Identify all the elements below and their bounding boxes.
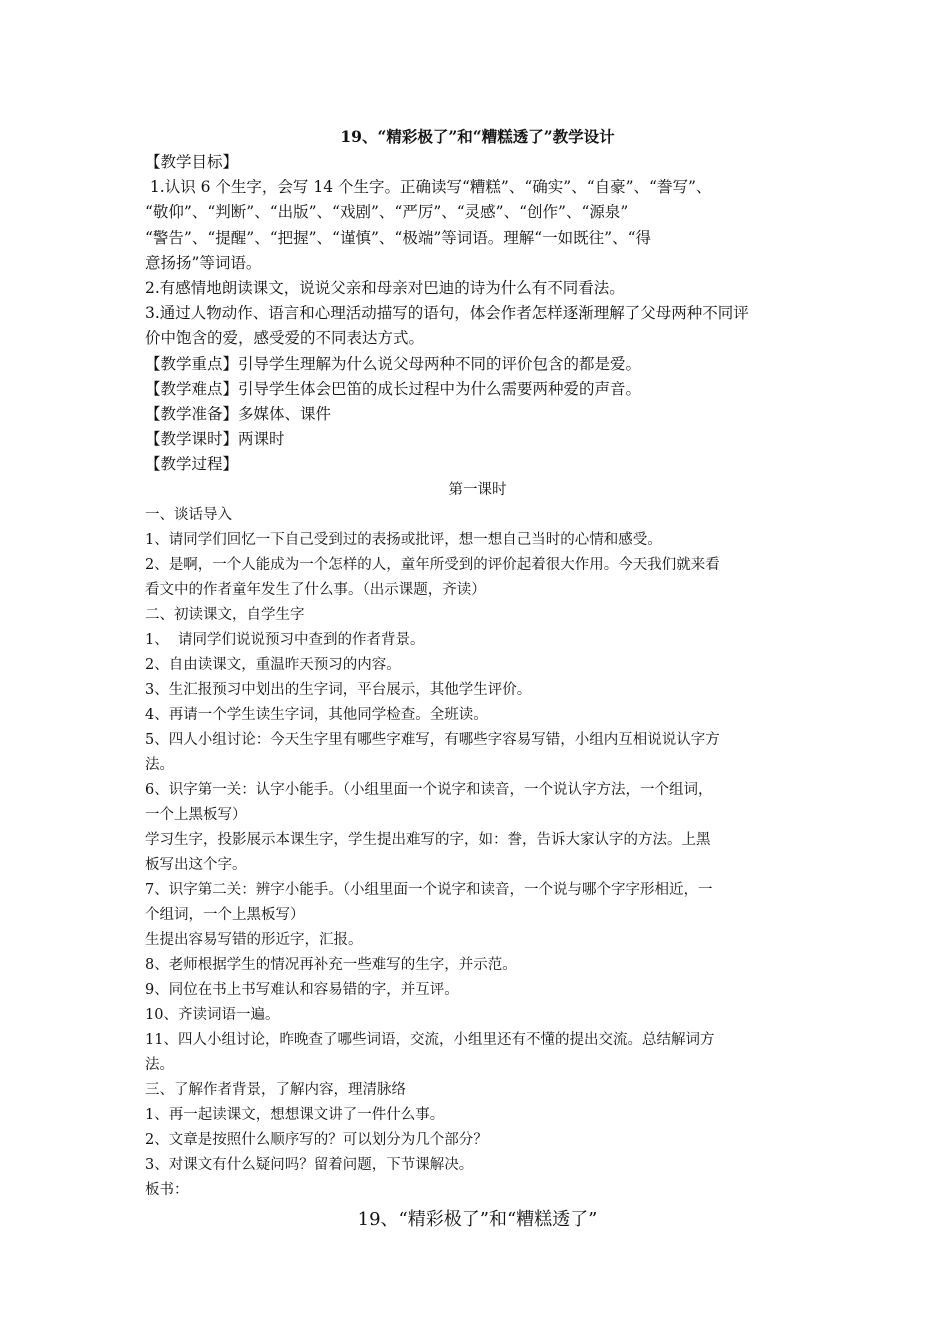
text-line: 10、齐读词语一遍。 [145, 1006, 280, 1023]
text-line: 板写出这个字。 [145, 856, 247, 873]
text-line: 11、四人小组讨论，昨晚查了哪些词语，交流，小组里还有不懂的提出交流。总结解词方 [145, 1031, 715, 1048]
text-line: 一个上黑板写） [145, 806, 247, 823]
text-line: 2、自由读课文，重温昨天预习的内容。 [145, 656, 401, 673]
text-line: 一、谈话导入 [145, 506, 232, 523]
text-line: 1、再一起读课文，想想课文讲了一件什么事。 [145, 1106, 445, 1123]
text-line: “警告”、“提醒”、“把握”、“谨慎”、“极端”等词语。理解“一如既往”、“得 [145, 228, 652, 247]
text-line: 【教学难点】引导学生体会巴笛的成长过程中为什么需要两种爱的声音。 [145, 379, 642, 398]
text-line: 2、文章是按照什么顺序写的？可以划分为几个部分？ [145, 1131, 488, 1148]
text-line: 价中饱含的爱，感受爱的不同表达方式。 [145, 329, 425, 348]
text-line: 【教学目标】 [145, 153, 239, 171]
text-line: 3.通过人物动作、语言和心理活动描写的语句，体会作者怎样逐渐理解了父母两种不同评 [145, 304, 749, 323]
text-line: 3、生汇报预习中划出的生字词，平台展示，其他学生评价。 [145, 681, 532, 698]
text-line: 【教学过程】 [145, 455, 239, 474]
text-line: 1、 请同学们说说预习中查到的作者背景。 [145, 631, 425, 648]
text-line: 2.有感情地朗读课文，说说父亲和母亲对巴迪的诗为什么有不同看法。 [145, 279, 625, 298]
text-line: 意扬扬”等词语。 [145, 253, 262, 272]
text-line: 6、识字第一关：认字小能手。（小组里面一个说字和读音，一个说认字方法，一个组词， [145, 781, 713, 798]
text-line: 看文中的作者童年发生了什么事。（出示课题，齐读） [145, 581, 486, 598]
text-line: 5、四人小组讨论：今天生字里有哪些字难写，有哪些字容易写错，小组内互相说说认字方 [145, 731, 720, 748]
text-line: 个组词，一个上黑板写） [145, 906, 305, 923]
text-line: 9、同位在书上书写难认和容易错的字，并互评。 [145, 981, 459, 998]
text-line: 【教学重点】引导学生理解为什么说父母两种不同的评价包含的都是爱。 [145, 354, 642, 373]
text-line: 生提出容易写错的形近字，汇报。 [145, 931, 363, 948]
text-line: 3、对课文有什么疑问吗？留着问题，下节课解决。 [145, 1156, 474, 1173]
text-line: 二、初读课文，自学生字 [145, 606, 305, 623]
board-title: 19、“精彩极了”和“糟糕透了” [357, 1208, 598, 1230]
text-line: 三、了解作者背景，了解内容，理清脉络 [145, 1081, 406, 1098]
text-line: 法。 [145, 1056, 174, 1073]
text-line: 学习生字，投影展示本课生字，学生提出难写的字，如：誊，告诉大家认字的方法。上黑 [145, 831, 711, 848]
document-title: 19、“精彩极了”和“糟糕透了”教学设计 [340, 127, 615, 146]
text-line: 4、再请一个学生读生字词，其他同学检查。全班读。 [145, 706, 488, 723]
text-line: 7、识字第二关：辨字小能手。（小组里面一个说字和读音，一个说与哪个字字形相近，一 [145, 881, 713, 898]
lesson-heading: 第一课时 [448, 481, 507, 498]
objectives-section [145, 150, 810, 478]
text-line: “敬仰”、“判断”、“出版”、“戏剧”、“严厉”、“灵感”、“创作”、“源泉” [145, 203, 629, 222]
text-line: 【教学准备】多媒体、课件 [145, 405, 332, 424]
text-line: 板书： [145, 1181, 189, 1198]
text-line: 1.认识 6 个生字，会写 14 个生字。正确读写“糟糕”、“确实”、“自豪”、“誊写”、 [145, 178, 712, 197]
process-section [145, 503, 810, 1203]
text-line: 法。 [145, 756, 174, 773]
text-line: 2、是啊，一个人能成为一个怎样的人，童年所受到的评价起着很大作用。今天我们就来看 [145, 556, 720, 573]
text-line: 【教学课时】两课时 [145, 430, 285, 449]
text-line: 1、请同学们回忆一下自己受到过的表扬或批评，想一想自己当时的心情和感受。 [145, 531, 662, 548]
document-page [145, 124, 810, 1235]
text-line: 8、老师根据学生的情况再补充一些难写的生字，并示范。 [145, 956, 517, 973]
